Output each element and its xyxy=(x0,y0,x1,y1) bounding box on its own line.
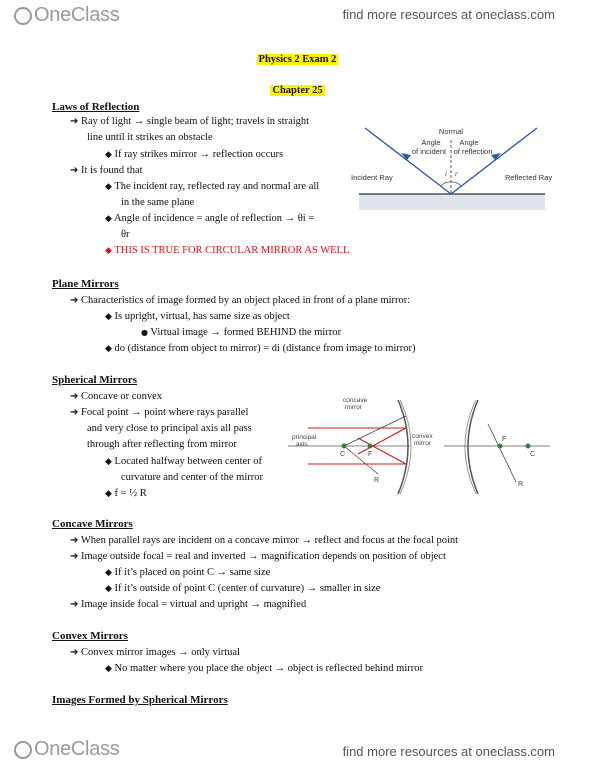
convex-heading: Convex Mirrors xyxy=(52,630,128,642)
reflected-ray-label: Reflected Ray xyxy=(505,173,553,182)
footer-oneclass-logo[interactable] xyxy=(14,738,119,761)
list-item: ➔ Characteristics of image formed by an object placed in front of a plane mirror: xyxy=(70,295,411,306)
diamond-bullet-icon: ◆ xyxy=(105,312,112,322)
diamond-bullet-icon: ◆ xyxy=(105,246,112,256)
list-item: ◆ If it’s outside of point C (center of curvature) → smaller in size xyxy=(105,583,381,594)
convex-radius-label: R xyxy=(518,481,524,488)
list-item: ◆ Angle of incidence = angle of reflection → θi = xyxy=(105,213,315,224)
list-item: ● Virtual image → formed BEHIND the mirror xyxy=(141,327,342,338)
diamond-bullet-icon: ◆ xyxy=(105,489,112,499)
principal-axis-label-2: axis xyxy=(296,441,308,448)
convex-center-label: C xyxy=(530,451,536,458)
arrow-icon: ➔ xyxy=(70,295,79,306)
list-item: ◆ If it’s placed on point C → same size xyxy=(105,567,271,578)
header-resource-link[interactable]: find more resources at oneclass.com xyxy=(342,7,555,22)
mirror-surface xyxy=(359,194,545,210)
concave-label-2: mirror xyxy=(345,404,362,411)
concave-mirror-figure xyxy=(288,397,411,494)
dot-bullet-icon: ● xyxy=(141,328,148,337)
diamond-bullet-icon: ◆ xyxy=(105,584,112,594)
logo-text: OneClass xyxy=(34,738,120,760)
spherical-heading: Spherical Mirrors xyxy=(52,374,138,386)
list-item: ➔ Image outside focal = real and inverted → magnification depends on position of object xyxy=(70,551,446,562)
reflection-diagram xyxy=(345,118,555,214)
list-item: ➔ Convex mirror images → only virtual xyxy=(70,647,240,658)
arrow-icon: ➔ xyxy=(70,165,79,176)
angle-reflection-label: Angle xyxy=(459,138,479,147)
list-item: ➔ Image inside focal = virtual and upright → magnified xyxy=(70,599,307,610)
list-item: and very close to principal axis all pass xyxy=(87,423,252,434)
reflection-heading: Laws of Reflection xyxy=(52,101,140,113)
normal-label: Normal xyxy=(438,127,464,136)
footer-resource-link[interactable]: find more resources at oneclass.com xyxy=(342,744,555,759)
list-item: ➔ Ray of light → single beam of light; travels in straight xyxy=(70,116,310,127)
convex-focal-label: F xyxy=(502,436,507,443)
focal-point-label: F xyxy=(368,451,373,458)
logo-circle-icon xyxy=(14,7,32,25)
arrow-icon: ➔ xyxy=(70,407,79,418)
logo-circle-icon xyxy=(14,741,32,759)
list-item: ◆ Is upright, virtual, has same size as object xyxy=(105,311,290,322)
list-item: ◆ THIS IS TRUE FOR CIRCULAR MIRROR AS WELL xyxy=(105,245,350,256)
diamond-bullet-icon: ◆ xyxy=(105,457,112,467)
plane-heading: Plane Mirrors xyxy=(52,278,119,290)
diamond-bullet-icon: ◆ xyxy=(105,150,112,160)
list-item: θr xyxy=(121,229,130,240)
arrow-icon: ➔ xyxy=(70,551,79,562)
list-item: ◆ No matter where you place the object → object is reflected behind mirror xyxy=(105,663,424,674)
convex-label: convex xyxy=(412,433,433,440)
list-item: ◆ If ray strikes mirror → reflection occurs xyxy=(105,149,284,160)
list-item: ◆ f = ½ R xyxy=(105,488,147,499)
diamond-bullet-icon: ◆ xyxy=(105,344,112,354)
arrow-icon: ➔ xyxy=(70,647,79,658)
arrow-icon: ➔ xyxy=(70,535,79,546)
arrow-icon: ➔ xyxy=(70,599,79,610)
list-item: ◆ Located halfway between center of xyxy=(105,456,263,467)
concave-label: concave xyxy=(343,397,368,404)
radius-label: R xyxy=(374,477,380,484)
diamond-bullet-icon: ◆ xyxy=(105,214,112,224)
diamond-bullet-icon: ◆ xyxy=(105,182,112,192)
images-heading: Images Formed by Spherical Mirrors xyxy=(52,694,228,706)
list-item: ➔ When parallel rays are incident on a concave mirror → reflect and focus at the focal point xyxy=(70,535,459,546)
chapter-title: Chapter 25 xyxy=(272,85,323,96)
page-title: Physics 2 Exam 2 xyxy=(258,54,337,65)
angle-incident-label-2: of incident xyxy=(411,147,447,156)
convex-label-2: mirror xyxy=(414,440,431,447)
concave-heading: Concave Mirrors xyxy=(52,518,133,530)
logo-text: OneClass xyxy=(34,4,120,26)
list-item: ➔ Concave or convex xyxy=(70,391,163,402)
list-item: ◆ The incident ray, reflected ray and normal are all xyxy=(105,181,320,192)
list-item: through after reflecting from mirror xyxy=(87,439,237,450)
arrow-icon: ➔ xyxy=(70,391,79,402)
oneclass-logo[interactable] xyxy=(14,4,119,27)
list-item: in the same plane xyxy=(121,197,195,208)
list-item: ➔ It is found that xyxy=(70,165,143,176)
list-item: ➔ Focal point → point where rays parallel xyxy=(70,407,249,418)
list-item: curvature and center of the mirror xyxy=(121,472,263,483)
diamond-bullet-icon: ◆ xyxy=(105,664,112,674)
diamond-bullet-icon: ◆ xyxy=(105,568,112,578)
principal-axis-label: principal xyxy=(292,434,317,441)
angle-i-label: i xyxy=(445,170,447,178)
list-item: line until it strikes an obstacle xyxy=(87,132,213,143)
spherical-mirrors-diagram xyxy=(288,394,550,504)
arrow-icon: ➔ xyxy=(70,116,79,127)
angle-incident-label: Angle xyxy=(421,138,441,147)
center-point-label: C xyxy=(340,451,346,458)
angle-reflection-label-2: of reflection xyxy=(453,147,493,156)
incident-ray-label: Incident Ray xyxy=(351,173,393,182)
convex-mirror-figure xyxy=(412,400,550,494)
angle-r-label: r xyxy=(455,170,458,178)
list-item: ◆ do (distance from object to mirror) = di (distance from image to mirror) xyxy=(105,343,416,354)
